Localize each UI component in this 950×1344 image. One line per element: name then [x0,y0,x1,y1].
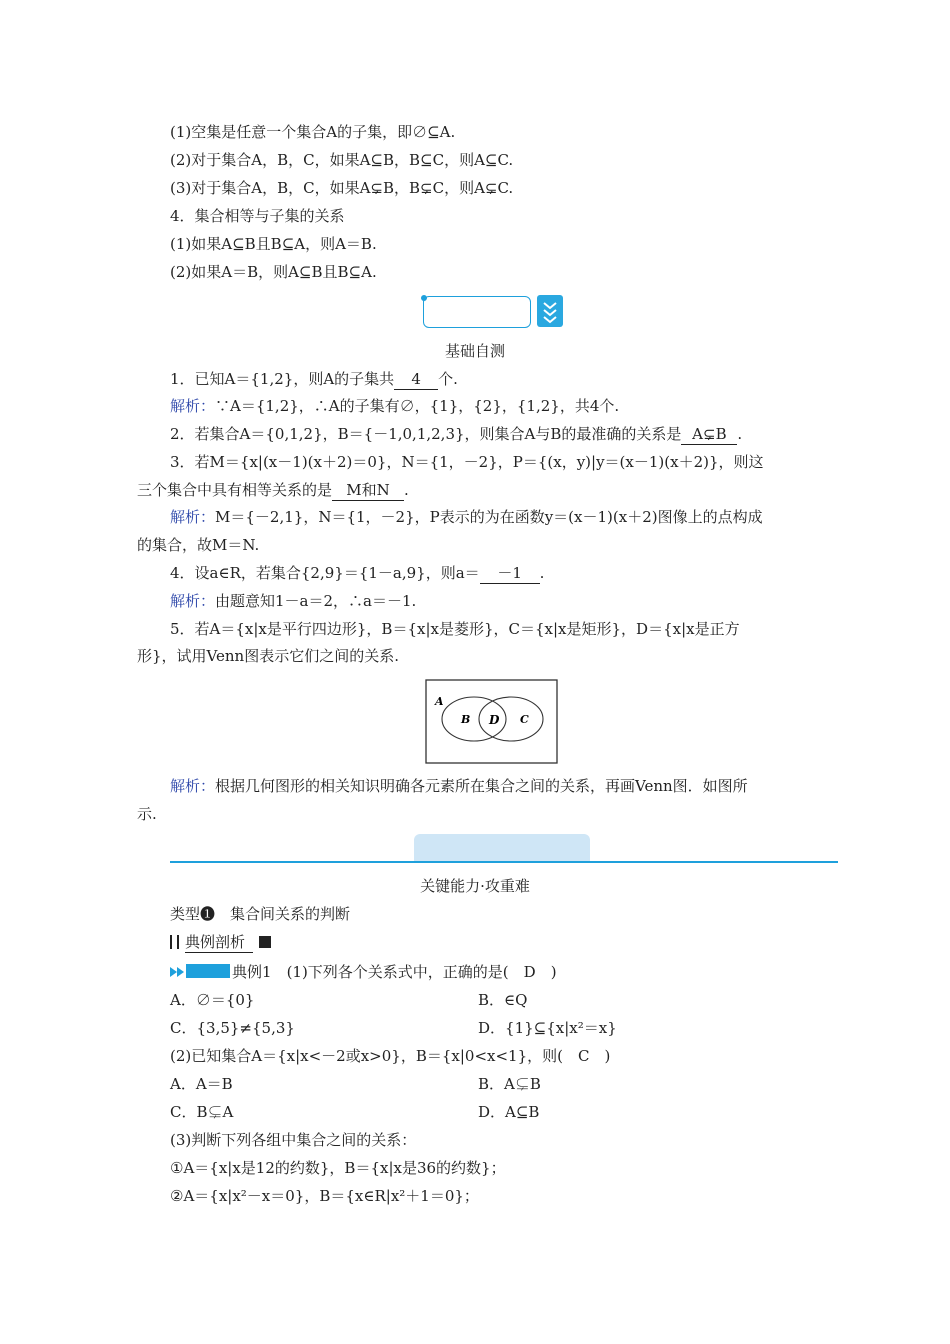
answer-blank: M和N [332,480,404,501]
section-title: 关键能力·攻重难 [420,877,530,895]
type-heading: 类型❶ 集合间关系的判断 [170,905,351,923]
solution-text: 根据几何图形的相关知识明确各元素所在集合之间的关系，再画Venn图．如图所 [215,777,748,795]
venn-label-c: C [520,713,529,726]
question-3-cont [137,480,409,501]
solution-3 [170,507,763,527]
text-line: (2)对于集合A，B，C，如果A⊆B，B⊆C，则A⊆C. [170,151,514,169]
solution-label: 解析： [170,508,216,526]
solution-5 [170,776,748,796]
question-text: . [539,564,545,582]
option-d: D．A⊆B [478,1103,540,1121]
example-badge [186,964,230,978]
venn-label-d: D [489,713,500,727]
option-a: A．A＝B [170,1075,233,1093]
example-label: 典例1 [232,963,272,981]
text-line: (1)如果A⊆B且B⊆A，则A＝B. [170,235,377,253]
solution-4 [170,591,416,611]
question-text: 2．若集合A＝{0,1,2}，B＝{－1,0,1,2,3}，则集合A与B的最准确的关系是 [170,425,682,443]
option-a: A．∅＝{0} [170,991,255,1009]
solution-text: 由题意知1－a＝2，∴a＝－1. [215,592,417,610]
question-text: 三个集合中具有相等关系的是 [137,481,333,499]
solution-label: 解析： [170,777,216,795]
section-divider [170,834,838,864]
text-line: (2)如果A＝B，则A⊆B且B⊆A. [170,263,377,281]
section-title: 基础自测 [444,342,505,360]
example-heading [170,932,271,953]
section-heading: 4．集合相等与子集的关系 [170,207,345,225]
venn-label-a: A [435,695,444,708]
option-b: B．A⊊B [478,1075,541,1093]
question-text: (1)下列各个关系式中，正确的是( D ) [286,963,557,981]
solution-5-cont: 示. [137,805,157,823]
solution-1 [170,396,619,416]
question-text: . [404,481,409,499]
solution-3-cont: 的集合，故M＝N. [137,536,260,554]
list-item: ①A＝{x|x是12的约数}，B＝{x|x是36的约数}； [170,1159,506,1177]
example-1-part2: (2)已知集合A＝{x|x<－2或x>0}，B＝{x|0<x<1}，则( C ) [170,1047,611,1065]
question-text: 1．已知A＝{1,2}，则A的子集共 [170,370,395,388]
solution-text: M＝{－2,1}，N＝{1，－2}，P表示的为在函数y＝(x－1)(x＋2)图像上的点构成 [215,508,763,526]
text-line: (1)空集是任意一个集合A的子集，即∅⊆A. [170,123,456,141]
option-c: C．{3,5}≠{5,3} [170,1019,295,1037]
question-3: 3．若M＝{x|(x－1)(x＋2)＝0}，N＝{1，－2}，P＝{(x，y)|y＝(x－1)(x＋2)}，则这 [170,453,764,471]
question-5-cont: 形}，试用Venn图表示它们之间的关系. [137,647,399,665]
answer-blank: －1 [480,563,540,584]
list-item: ②A＝{x|x²－x＝0}，B＝{x∈R|x²＋1＝0}； [170,1187,479,1205]
question-text: 4．设a∈R，若集合{2,9}＝{1－a,9}，则a＝ [170,564,480,582]
answer-blank: 4 [394,369,438,390]
square-icon [259,936,271,948]
option-b: B．∈Q [478,991,528,1009]
solution-label: 解析： [170,592,216,610]
solution-text: ∵A＝{1,2}，∴A的子集有∅，{1}，{2}，{1,2}，共4个. [215,397,620,415]
venn-label-b: B [461,713,471,726]
answer-blank: A⊊B [681,424,737,445]
example-1-part3: (3)判断下列各组中集合之间的关系： [170,1131,417,1149]
example-1 [170,962,557,983]
option-c: C．B⊊A [170,1103,234,1121]
question-2 [170,424,742,445]
text-line: (3)对于集合A，B，C，如果A⊊B，B⊊C，则A⊊C. [170,179,514,197]
question-1 [170,369,458,390]
section-banner [421,295,565,329]
question-text: . [737,425,743,443]
question-4 [170,563,544,584]
venn-diagram [425,679,559,765]
chevron-down-icon [537,295,563,327]
question-5: 5．若A＝{x|x是平行四边形}，B＝{x|x是菱形}，C＝{x|x是矩形}，D＝{x|x是正方 [170,620,740,638]
example-head-label: 典例剖析 [185,932,253,953]
question-text: 个. [438,370,458,388]
option-d: D．{1}⊆{x|x²＝x} [478,1019,617,1037]
fast-forward-icon [170,963,186,983]
solution-label: 解析： [170,397,216,415]
